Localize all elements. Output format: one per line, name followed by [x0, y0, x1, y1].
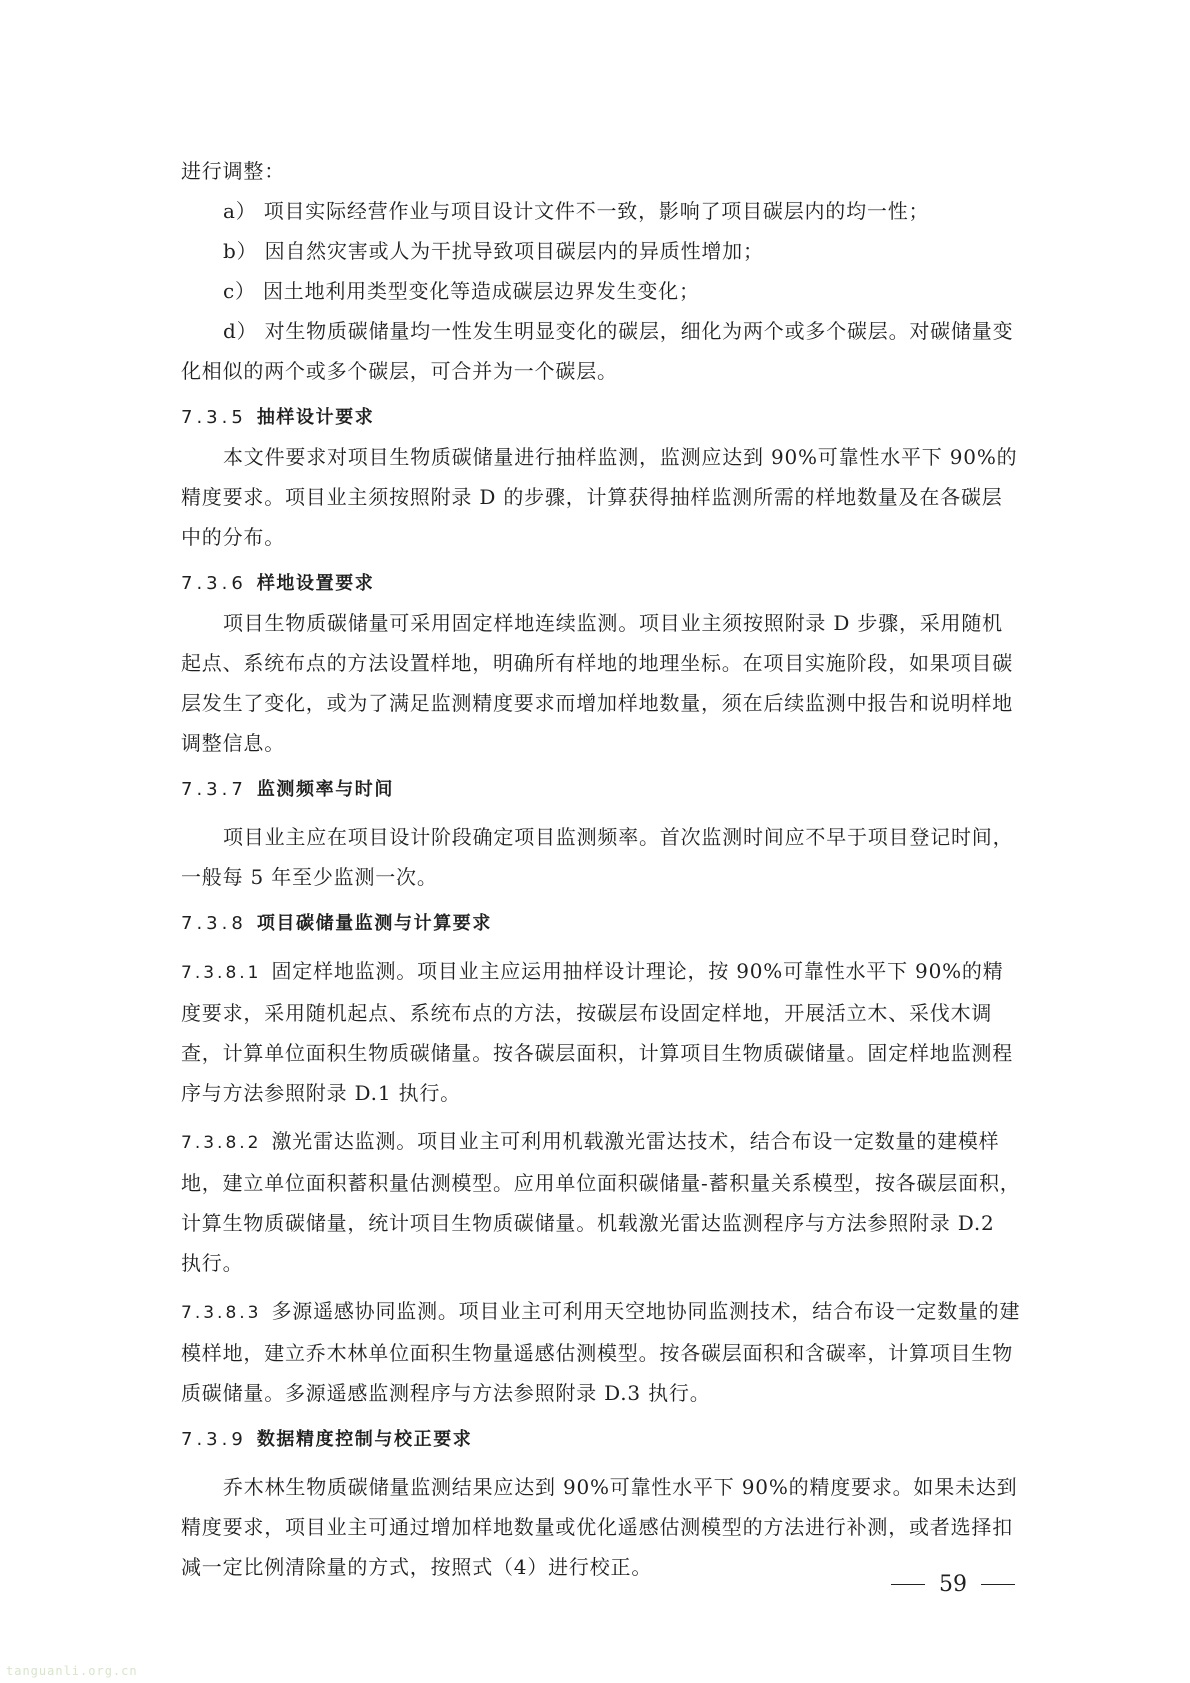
subsection-7-3-8-2: [181, 1121, 1021, 1283]
subsection-number: 7.3.8.1: [181, 963, 262, 983]
list-text: 因自然灾害或人为干扰导致项目碳层内的异质性增加；: [264, 239, 764, 263]
section-heading-7-3-6: [181, 565, 1021, 603]
list-label: a）: [223, 199, 257, 223]
subsection-text: 固定样地监测。项目业主应运用抽样设计理论，按 90%可靠性水平下 90%的精度要求，采用随机起点、系统布点的方法，按碳层布设固定样地，开展活立木、采伐木调查，计算单位面积生物质碳储量。按各碳层面积，计算项目生物质碳储量。固定样地监测程序与方法参照附录 D.1 执行。: [181, 959, 1013, 1105]
page-number: [891, 1572, 1015, 1597]
list-label: b）: [223, 239, 258, 263]
list-label: c）: [223, 279, 256, 303]
section-heading-7-3-5: [181, 399, 1021, 437]
section-paragraph: 项目生物质碳储量可采用固定样地连续监测。项目业主须按照附录 D 步骤，采用随机起点、系统布点的方法设置样地，明确所有样地的地理坐标。在项目实施阶段，如果项目碳层发生了变化，或为了满足监测精度要求而增加样地数量，须在后续监测中报告和说明样地调整信息。: [181, 611, 1013, 755]
list-item-d: [181, 311, 1021, 391]
list-label: d）: [223, 319, 258, 343]
section-number: 7.3.8: [181, 913, 247, 934]
section-paragraph: 乔木林生物质碳储量监测结果应达到 90%可靠性水平下 90%的精度要求。如果未达到精度要求，项目业主可通过增加样地数量或优化遥感估测模型的方法进行补测，或者选择扣减一定比例清除量的方式，按照式（4）进行校正。: [181, 1475, 1018, 1579]
section-number: 7.3.7: [181, 779, 247, 800]
intro-line: 进行调整：: [181, 159, 285, 183]
subsection-text: 多源遥感协同监测。项目业主可利用天空地协同监测技术，结合布设一定数量的建模样地，建立乔木林单位面积生物量遥感估测模型。按各碳层面积和含碳率，计算项目生物质碳储量。多源遥感监测程序与方法参照附录 D.3 执行。: [181, 1299, 1021, 1405]
dash-right: [981, 1584, 1015, 1586]
list-text: 对生物质碳储量均一性发生明显变化的碳层，细化为两个或多个碳层。对碳储量变化相似的两个或多个碳层，可合并为一个碳层。: [181, 319, 1014, 383]
section-title: 监测频率与时间: [256, 779, 395, 800]
subsection-number: 7.3.8.2: [181, 1133, 262, 1153]
section-title: 数据精度控制与校正要求: [256, 1429, 473, 1450]
list-item-b: [181, 231, 1021, 271]
section-number: 7.3.6: [181, 573, 247, 594]
section-paragraph: 本文件要求对项目生物质碳储量进行抽样监测，监测应达到 90%可靠性水平下 90%的精度要求。项目业主须按照附录 D 的步骤，计算获得抽样监测所需的样地数量及在各碳层中的分布。: [181, 445, 1018, 549]
list-item-c: [181, 271, 1021, 311]
section-heading-7-3-8: [181, 905, 1021, 943]
watermark: tanguanli.org.cn: [6, 1664, 138, 1678]
section-paragraph: 项目业主应在项目设计阶段确定项目监测频率。首次监测时间应不早于项目登记时间，一般每 5 年至少监测一次。: [181, 825, 1014, 889]
list-text: 因土地利用类型变化等造成碳层边界发生变化；: [262, 279, 700, 303]
document-body: [181, 151, 1021, 1587]
section-heading-7-3-9: [181, 1421, 1021, 1459]
section-heading-7-3-7: [181, 771, 1021, 809]
section-title: 抽样设计要求: [256, 407, 375, 428]
subsection-text: 激光雷达监测。项目业主可利用机载激光雷达技术，结合布设一定数量的建模样地，建立单位面积蓄积量估测模型。应用单位面积碳储量-蓄积量关系模型，按各碳层面积，计算生物质碳储量，统计项目生物质碳储量。机载激光雷达监测程序与方法参照附录 D.2 执行。: [181, 1129, 1021, 1275]
dash-left: [891, 1584, 925, 1586]
section-title: 项目碳储量监测与计算要求: [256, 913, 493, 934]
page-number-text: 59: [939, 1572, 967, 1597]
subsection-7-3-8-1: [181, 951, 1021, 1113]
list-text: 项目实际经营作业与项目设计文件不一致，影响了项目碳层内的均一性；: [263, 199, 930, 223]
section-number: 7.3.9: [181, 1429, 247, 1450]
list-item-a: [181, 191, 1021, 231]
subsection-7-3-8-3: [181, 1291, 1021, 1413]
section-title: 样地设置要求: [256, 573, 375, 594]
subsection-number: 7.3.8.3: [181, 1303, 262, 1323]
section-number: 7.3.5: [181, 407, 247, 428]
